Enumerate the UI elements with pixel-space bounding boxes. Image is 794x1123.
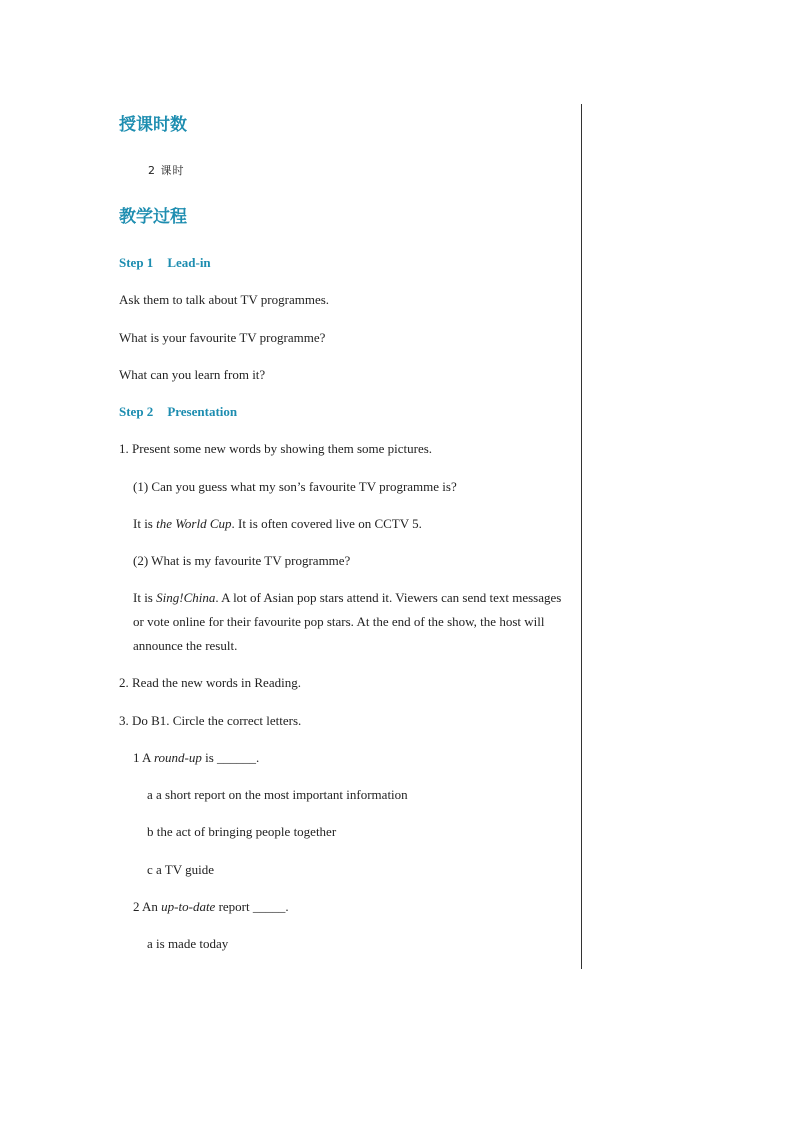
exercise-item-2-term: up-to-date bbox=[161, 899, 216, 914]
exercise-item-1-term: round-up bbox=[153, 750, 202, 765]
column-divider bbox=[581, 104, 582, 969]
question-1: (1) Can you guess what my son’s favourite TV programme is? bbox=[133, 479, 457, 494]
step2-title: Presentation bbox=[167, 404, 238, 419]
answer-2-emphasis: Sing!China bbox=[156, 590, 216, 605]
question-2: (2) What is my favourite TV programme? bbox=[133, 553, 351, 568]
step1-number: Step 1 bbox=[119, 255, 154, 270]
paragraph-2: 2. Read the new words in Reading. bbox=[119, 675, 301, 690]
exercise-item-1: 1 A round-up is ______. bbox=[133, 750, 260, 765]
exercise-option: c a TV guide bbox=[147, 862, 215, 877]
paragraph-3: 3. Do B1. Circle the correct letters. bbox=[119, 713, 302, 728]
answer-1-emphasis: the World Cup bbox=[156, 516, 232, 531]
lead-line: What can you learn from it? bbox=[119, 367, 266, 382]
lead-line: What is your favourite TV programme? bbox=[119, 330, 326, 345]
paragraph-1: 1. Present some new words by showing them some pictures. bbox=[119, 441, 433, 456]
exercise-item-2: 2 An up-to-date report _____. bbox=[133, 899, 289, 914]
step1-title: Lead-in bbox=[167, 255, 211, 270]
answer-1: It is the World Cup. It is often covered live on CCTV 5. bbox=[133, 516, 422, 531]
exercise-option: a a short report on the most important information bbox=[147, 787, 408, 802]
lead-line: Ask them to talk about TV programmes. bbox=[119, 292, 330, 307]
step1-heading bbox=[119, 255, 211, 271]
step2-number: Step 2 bbox=[119, 404, 154, 419]
answer-2: It is Sing!China. A lot of Asian pop stars attend it. Viewers can send text messages or vote online for their favourite pop stars. At the end of the show, the host will announce the result. bbox=[133, 590, 562, 653]
exercise-option: b the act of bringing people together bbox=[147, 824, 337, 839]
heading-teaching-hours: 授课时数 bbox=[119, 115, 187, 135]
exercise-option: a is made today bbox=[147, 936, 229, 951]
heading-teaching-process: 教学过程 bbox=[119, 207, 187, 227]
step2-heading bbox=[119, 404, 237, 420]
teaching-hours-value: 2 课时 bbox=[148, 164, 185, 177]
